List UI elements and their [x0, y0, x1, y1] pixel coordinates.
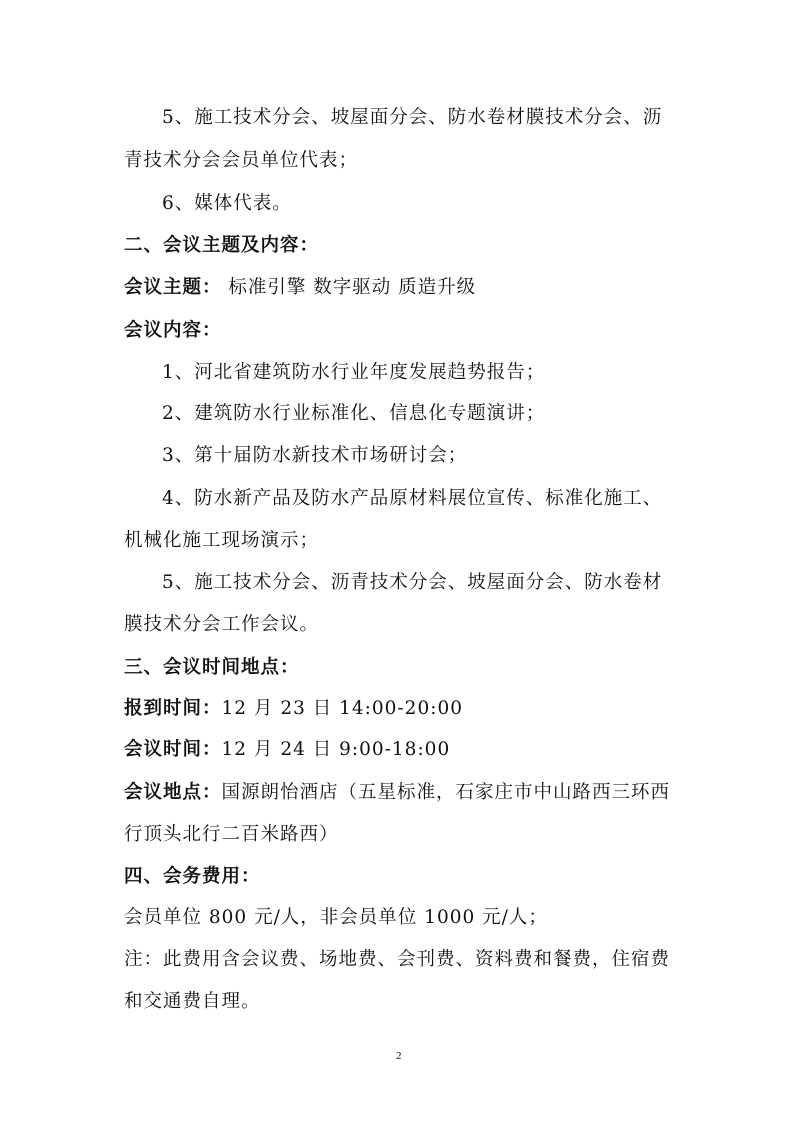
- content-item-5-line-1: 5、施工技术分会、沥青技术分会、坡屋面分会、防水卷材: [162, 572, 663, 593]
- section-4-heading: 四、会务费用：: [124, 866, 261, 887]
- checkin-time-line: [124, 697, 463, 721]
- content-item-4-line-2: 机械化施工现场演示；: [124, 530, 320, 551]
- venue-value-line-2: 行顶头北行二百米路西）: [124, 824, 339, 845]
- content-item-3: 3、第十届防水新技术市场研讨会；: [162, 445, 468, 466]
- section-2-heading: 二、会议主题及内容：: [124, 235, 320, 256]
- content-item-2: 2、建筑防水行业标准化、信息化专题演讲；: [162, 403, 546, 424]
- fee-note-line-1: 注：此费用含会议费、场地费、会刊费、资料费和餐费，住宿费: [124, 949, 671, 970]
- attendee-item-6: 6、媒体代表。: [162, 193, 292, 214]
- content-item-4-line-1: 4、防水新产品及防水产品原材料展位宣传、标准化施工、: [162, 488, 663, 509]
- checkin-time-value: 12 月 23 日 14:00-20:00: [221, 698, 463, 719]
- section-3-heading: 三、会议时间地点：: [124, 657, 300, 678]
- meeting-time-value: 12 月 24 日 9:00-18:00: [221, 739, 451, 760]
- theme-line: [124, 276, 476, 300]
- content-label: 会议内容：: [124, 320, 222, 341]
- checkin-time-label: 报到时间：: [124, 698, 222, 719]
- theme-value: 标准引擎 数字驱动 质造升级: [221, 277, 477, 298]
- theme-label: 会议主题：: [124, 277, 222, 298]
- venue-value-line-1: 国源朗怡酒店（五星标准，石家庄市中山路西三环西: [221, 782, 671, 803]
- fee-note-line-2: 和交通费自理。: [124, 991, 261, 1012]
- content-item-1: 1、河北省建筑防水行业年度发展趋势报告；: [162, 362, 546, 383]
- venue-label: 会议地点：: [124, 782, 222, 803]
- meeting-time-line: [124, 738, 450, 762]
- fee-line: 会员单位 800 元/人，非会员单位 1000 元/人；: [124, 907, 548, 928]
- meeting-time-label: 会议时间：: [124, 739, 222, 760]
- page-number: 2: [396, 1050, 402, 1062]
- venue-line-1: [124, 781, 670, 805]
- attendee-item-5-line-2: 青技术分会会员单位代表；: [124, 150, 359, 171]
- content-item-5-line-2: 膜技术分会工作会议。: [124, 614, 320, 635]
- attendee-item-5-line-1: 5、施工技术分会、坡屋面分会、防水卷材膜技术分会、沥: [162, 107, 663, 128]
